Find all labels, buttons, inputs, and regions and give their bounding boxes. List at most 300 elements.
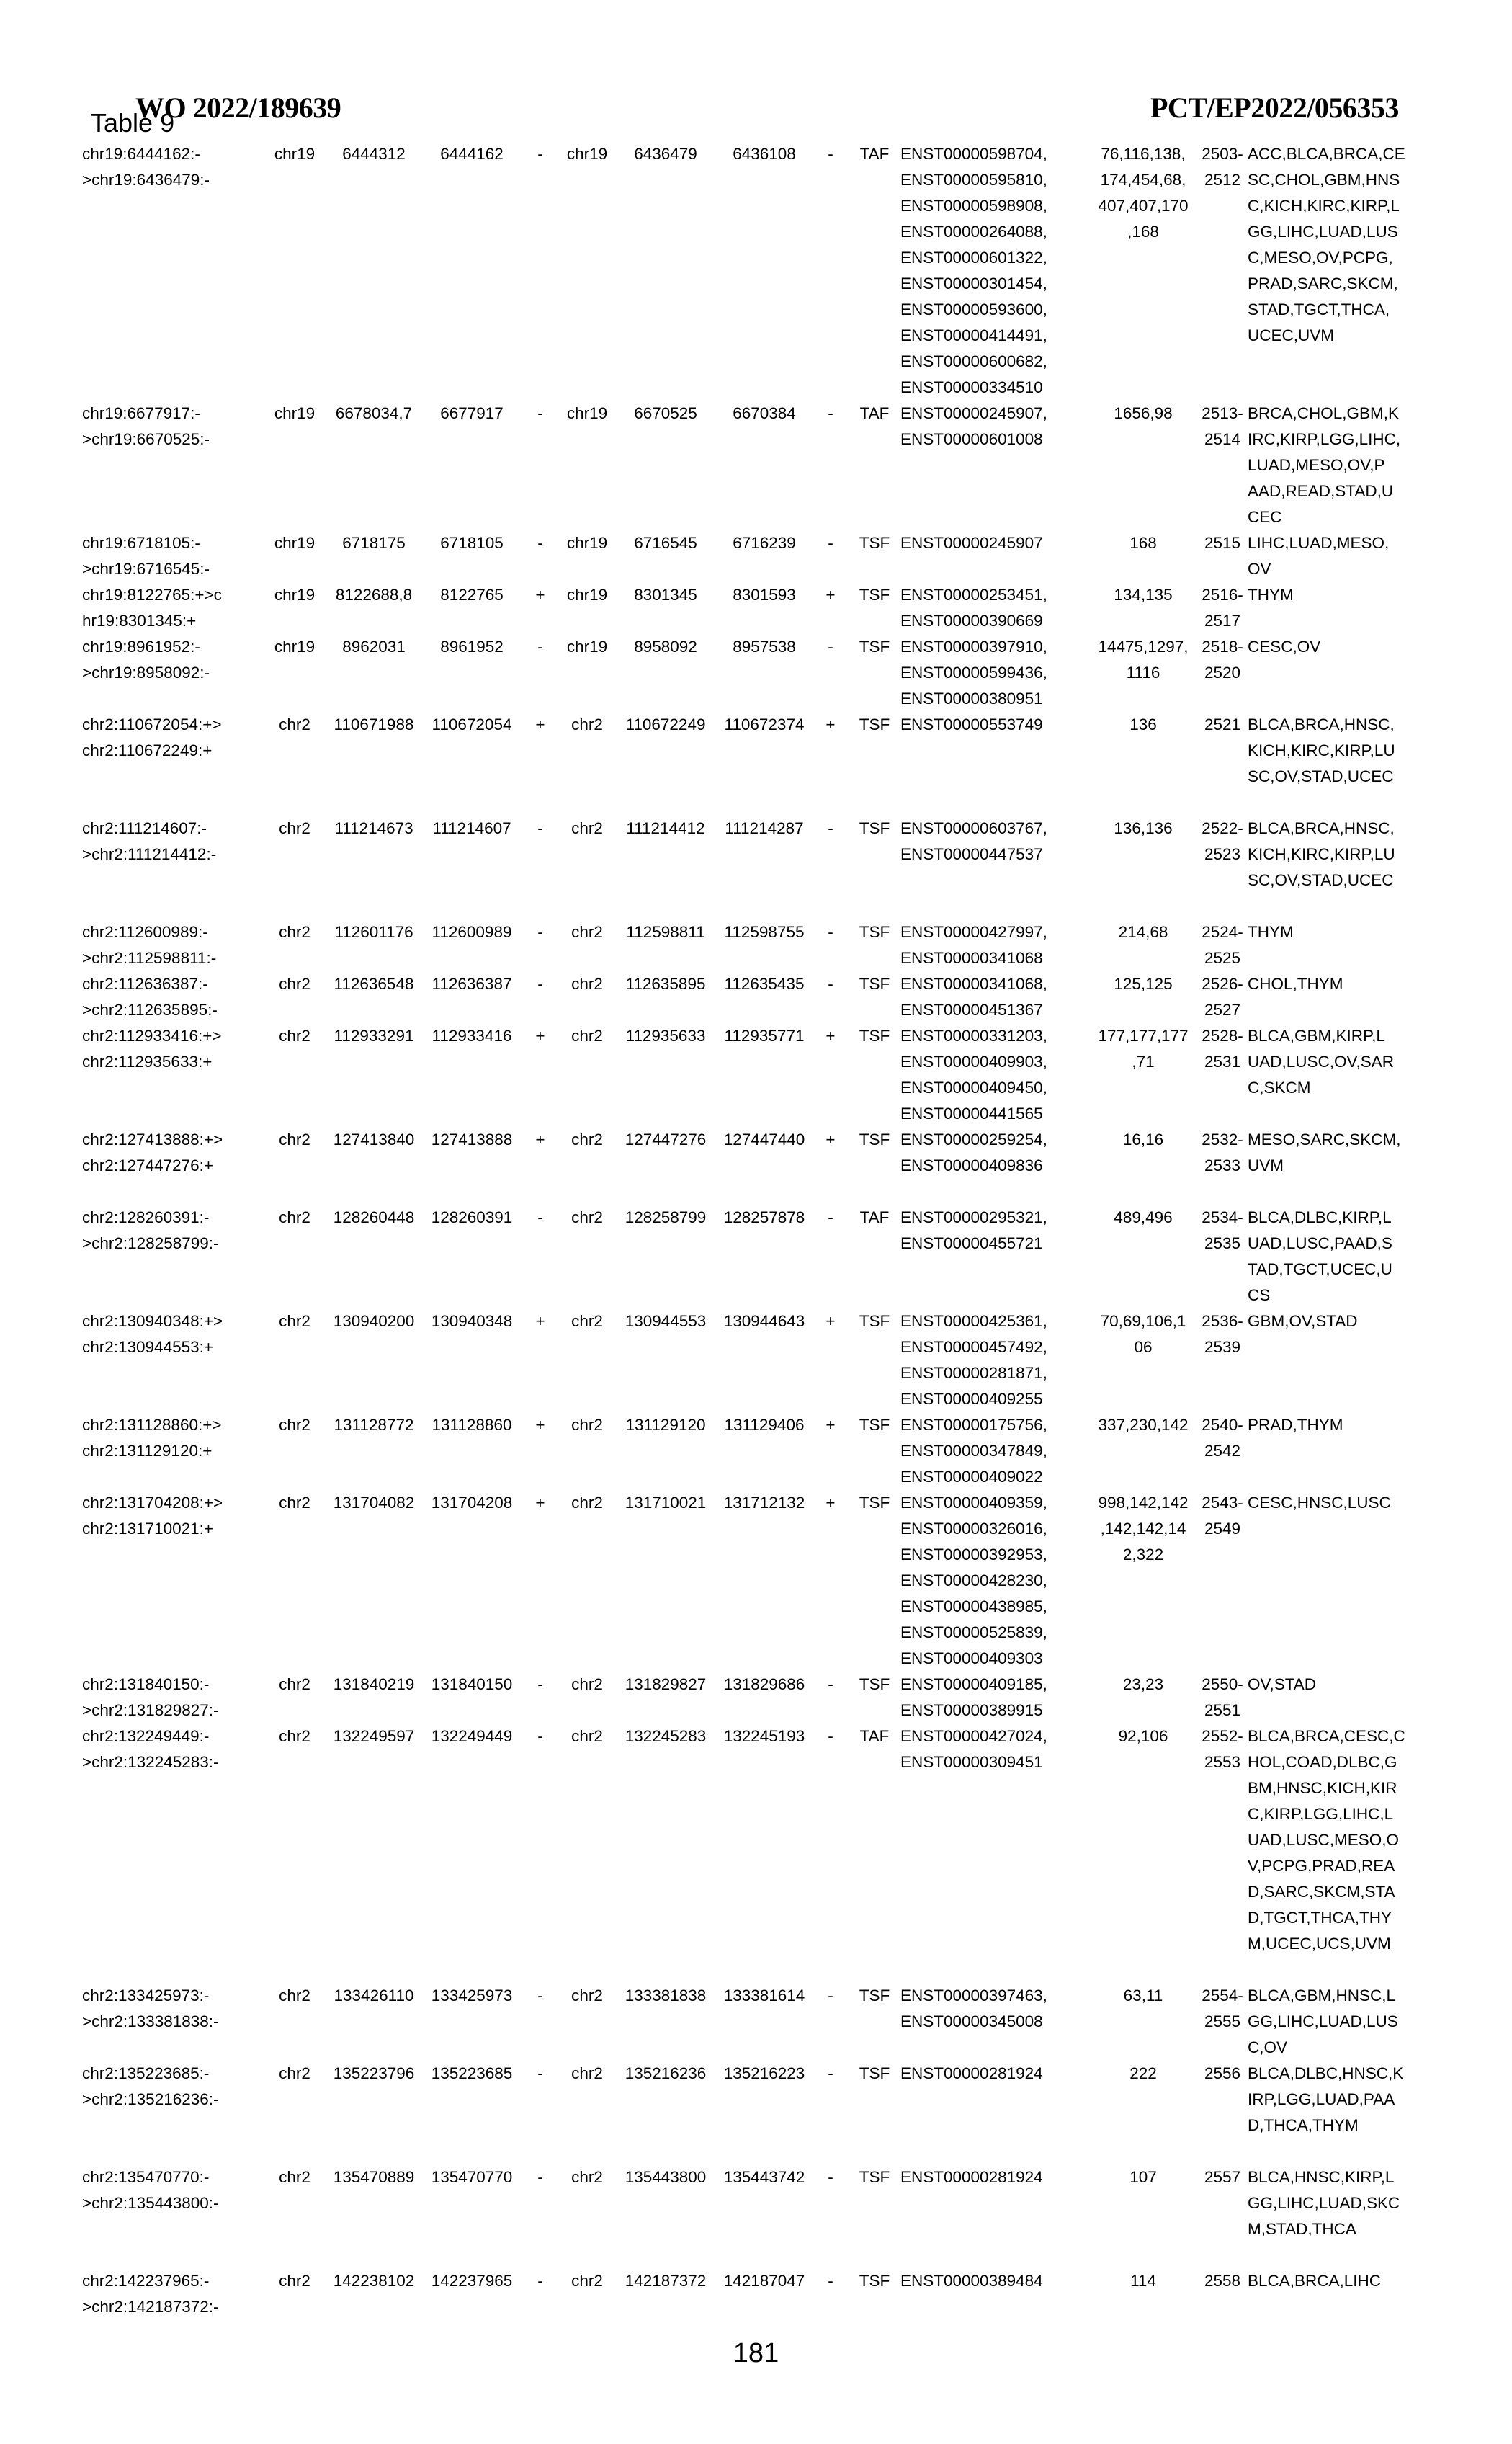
transcripts-cell: ENST00000603767, ENST00000447537 xyxy=(900,819,1047,863)
strand-b-cell: + xyxy=(826,586,836,604)
lengths-cell: 214,68 xyxy=(1118,923,1168,941)
chromosome-b-cell: chr2 xyxy=(571,923,603,941)
chromosome-a-cell: chr2 xyxy=(279,2272,310,2290)
table-row xyxy=(82,401,1413,530)
strand-a-cell: + xyxy=(535,1027,545,1045)
chromosome-b-cell: chr2 xyxy=(571,1312,603,1330)
chromosome-b-cell: chr19 xyxy=(566,145,608,163)
strand-b-cell: - xyxy=(828,534,833,552)
table-label: Table 9 xyxy=(91,108,175,138)
end-a-cell: 128260391 xyxy=(431,1208,513,1226)
seq-id-cell: 2524- 2525 xyxy=(1202,923,1243,967)
chromosome-a-cell: chr2 xyxy=(279,1027,310,1045)
lengths-cell: 63,11 xyxy=(1123,1986,1163,2004)
lengths-cell: 107 xyxy=(1129,2168,1157,2186)
start-a-cell: 132249597 xyxy=(333,1727,415,1745)
start-a-cell: 6718175 xyxy=(342,534,406,552)
start-b-cell: 135216236 xyxy=(625,2064,707,2082)
seq-id-cell: 2536- 2539 xyxy=(1202,1312,1243,1356)
fusion-type-cell: TSF xyxy=(859,534,890,552)
end-a-cell: 130940348 xyxy=(431,1312,513,1330)
chromosome-a-cell: chr2 xyxy=(279,2168,310,2186)
chromosome-b-cell: chr2 xyxy=(571,975,603,993)
chromosome-b-cell: chr19 xyxy=(566,586,608,604)
lengths-cell: 489,496 xyxy=(1114,1208,1173,1226)
seq-id-cell: 2515 xyxy=(1204,534,1241,552)
fusion-type-cell: TSF xyxy=(859,819,890,837)
end-b-cell: 6670384 xyxy=(733,404,796,422)
junction-cell: chr2:132249449:- >chr2:132245283:- xyxy=(82,1727,219,1771)
start-a-cell: 112933291 xyxy=(334,1027,414,1045)
start-a-cell: 131840219 xyxy=(333,1675,415,1693)
start-a-cell: 131128772 xyxy=(334,1416,414,1434)
strand-a-cell: - xyxy=(537,975,543,993)
end-a-cell: 112600989 xyxy=(431,923,512,941)
chromosome-a-cell: chr19 xyxy=(274,534,316,552)
chromosome-b-cell: chr2 xyxy=(571,1675,603,1693)
fusion-type-cell: TSF xyxy=(859,923,890,941)
chromosome-b-cell: chr2 xyxy=(571,2272,603,2290)
end-b-cell: 127447440 xyxy=(723,1130,805,1149)
transcripts-cell: ENST00000175756, ENST00000347849, ENST00000409022 xyxy=(900,1416,1047,1486)
junction-cell: chr2:135470770:- >chr2:135443800:- xyxy=(82,2168,219,2212)
end-b-cell: 142187047 xyxy=(723,2272,805,2290)
start-b-cell: 8958092 xyxy=(634,638,697,656)
chromosome-b-cell: chr2 xyxy=(571,1494,603,1512)
table-row xyxy=(82,1023,1413,1127)
chromosome-a-cell: chr2 xyxy=(279,819,310,837)
end-a-cell: 127413888 xyxy=(431,1130,513,1149)
start-a-cell: 112601176 xyxy=(334,923,413,941)
chromosome-a-cell: chr2 xyxy=(279,975,310,993)
transcripts-cell: ENST00000409185, ENST00000389915 xyxy=(900,1675,1047,1719)
chromosome-b-cell: chr2 xyxy=(571,1727,603,1745)
strand-b-cell: - xyxy=(828,1727,833,1745)
end-a-cell: 131840150 xyxy=(431,1675,513,1693)
end-a-cell: 132249449 xyxy=(431,1727,513,1745)
junction-cell: chr19:8122765:+>c hr19:8301345:+ xyxy=(82,586,222,630)
strand-b-cell: - xyxy=(828,1675,833,1693)
table-body xyxy=(82,141,1413,2320)
chromosome-b-cell: chr19 xyxy=(566,534,608,552)
transcripts-cell: ENST00000598704, ENST00000595810, ENST00000598908, ENST00000264088, ENST00000601322, ENST00000301454, ENST00000593600, ENST00000414491, ENST00000600682, ENST00000334510 xyxy=(900,145,1047,396)
junction-cell: chr2:128260391:- >chr2:128258799:- xyxy=(82,1208,219,1252)
end-a-cell: 6444162 xyxy=(440,145,504,163)
fusion-type-cell: TSF xyxy=(859,1130,890,1149)
chromosome-a-cell: chr2 xyxy=(279,1675,310,1693)
lengths-cell: 222 xyxy=(1129,2064,1157,2082)
start-b-cell: 132245283 xyxy=(625,1727,707,1745)
fusion-type-cell: TAF xyxy=(859,1727,890,1745)
cancer-types-cell: THYM xyxy=(1248,923,1294,941)
strand-a-cell: - xyxy=(537,1727,543,1745)
end-a-cell: 112933416 xyxy=(431,1027,512,1045)
end-a-cell: 142237965 xyxy=(431,2272,513,2290)
transcripts-cell: ENST00000331203, ENST00000409903, ENST00000409450, ENST00000441565 xyxy=(900,1027,1047,1123)
transcripts-cell: ENST00000259254, ENST00000409836 xyxy=(900,1130,1047,1174)
table-row xyxy=(82,919,1413,971)
strand-a-cell: - xyxy=(537,923,543,941)
transcripts-cell: ENST00000295321, ENST00000455721 xyxy=(900,1208,1047,1252)
strand-a-cell: - xyxy=(537,404,543,422)
cancer-types-cell: BLCA,BRCA,CESC,C HOL,COAD,DLBC,G BM,HNSC,KICH,KIR C,KIRP,LGG,LIHC,L UAD,LUSC,MESO,O V,PCPG,PRAD,REA D,SARC,SKCM,STA D,TGCT,THCA,THY M,UCEC,UCS,UVM xyxy=(1248,1727,1405,1953)
publication-number: WO 2022/189639 xyxy=(135,92,341,124)
lengths-cell: 136 xyxy=(1129,715,1157,733)
table-row xyxy=(82,1490,1413,1672)
transcripts-cell: ENST00000425361, ENST00000457492, ENST00000281871, ENST00000409255 xyxy=(900,1312,1047,1408)
table-row xyxy=(82,2164,1413,2268)
transcripts-cell: ENST00000389484 xyxy=(900,2272,1043,2290)
cancer-types-cell: BLCA,BRCA,HNSC, KICH,KIRC,KIRP,LU SC,OV,STAD,UCEC xyxy=(1248,715,1395,785)
table-row xyxy=(82,634,1413,712)
start-a-cell: 6678034,7 xyxy=(335,404,413,422)
fusion-type-cell: TSF xyxy=(859,1494,890,1512)
chromosome-a-cell: chr19 xyxy=(274,145,316,163)
end-a-cell: 135223685 xyxy=(431,2064,513,2082)
seq-id-cell: 2543- 2549 xyxy=(1202,1494,1243,1538)
fusion-type-cell: TSF xyxy=(859,1986,890,2004)
start-b-cell: 131829827 xyxy=(625,1675,707,1693)
end-b-cell: 131829686 xyxy=(723,1675,805,1693)
strand-b-cell: + xyxy=(826,1130,836,1149)
chromosome-a-cell: chr2 xyxy=(279,1494,310,1512)
strand-b-cell: - xyxy=(828,638,833,656)
strand-b-cell: - xyxy=(828,923,833,941)
transcripts-cell: ENST00000281924 xyxy=(900,2168,1043,2186)
start-b-cell: 131129120 xyxy=(625,1416,706,1434)
chromosome-b-cell: chr2 xyxy=(571,1208,603,1226)
start-a-cell: 131704082 xyxy=(333,1494,415,1512)
lengths-cell: 70,69,106,1 06 xyxy=(1100,1312,1186,1356)
start-a-cell: 130940200 xyxy=(333,1312,415,1330)
strand-b-cell: + xyxy=(826,1312,836,1330)
start-b-cell: 6670525 xyxy=(634,404,697,422)
seq-id-cell: 2534- 2535 xyxy=(1202,1208,1243,1252)
transcripts-cell: ENST00000409359, ENST00000326016, ENST00000392953, ENST00000428230, ENST00000438985, ENST00000525839, ENST00000409303 xyxy=(900,1494,1047,1667)
chromosome-b-cell: chr2 xyxy=(571,2168,603,2186)
lengths-cell: 134,135 xyxy=(1114,586,1173,604)
seq-id-cell: 2522- 2523 xyxy=(1202,819,1243,863)
fusion-type-cell: TSF xyxy=(859,715,890,733)
chromosome-b-cell: chr2 xyxy=(571,1027,603,1045)
cancer-types-cell: BLCA,DLBC,KIRP,L UAD,LUSC,PAAD,S TAD,TGCT,UCEC,U CS xyxy=(1248,1208,1392,1304)
transcripts-cell: ENST00000245907, ENST00000601008 xyxy=(900,404,1047,448)
chromosome-a-cell: chr2 xyxy=(279,1727,310,1745)
fusion-type-cell: TSF xyxy=(859,2064,890,2082)
table-row xyxy=(82,1412,1413,1490)
fusion-type-cell: TSF xyxy=(859,1675,890,1693)
chromosome-b-cell: chr2 xyxy=(571,1416,603,1434)
strand-b-cell: - xyxy=(828,1986,833,2004)
table-row xyxy=(82,1672,1413,1723)
strand-a-cell: - xyxy=(537,2168,543,2186)
end-a-cell: 8122765 xyxy=(440,586,504,604)
strand-b-cell: + xyxy=(826,1416,836,1434)
cancer-types-cell: BLCA,BRCA,HNSC, KICH,KIRC,KIRP,LU SC,OV,STAD,UCEC xyxy=(1248,819,1395,889)
chromosome-a-cell: chr2 xyxy=(279,1986,310,2004)
strand-a-cell: - xyxy=(537,1675,543,1693)
chromosome-a-cell: chr2 xyxy=(279,715,310,733)
strand-b-cell: - xyxy=(828,975,833,993)
cancer-types-cell: BLCA,GBM,KIRP,L UAD,LUSC,OV,SAR C,SKCM xyxy=(1248,1027,1394,1097)
strand-a-cell: - xyxy=(537,145,543,163)
chromosome-a-cell: chr19 xyxy=(274,586,316,604)
start-a-cell: 8962031 xyxy=(342,638,406,656)
start-a-cell: 135223796 xyxy=(333,2064,415,2082)
start-a-cell: 127413840 xyxy=(333,1130,415,1149)
junction-cell: chr2:131840150:- >chr2:131829827:- xyxy=(82,1675,219,1719)
strand-a-cell: - xyxy=(537,1986,543,2004)
strand-b-cell: - xyxy=(828,2168,833,2186)
strand-b-cell: - xyxy=(828,819,833,837)
cancer-types-cell: BLCA,HNSC,KIRP,L GG,LIHC,LUAD,SKC M,STAD,THCA xyxy=(1248,2168,1400,2238)
start-a-cell: 142238102 xyxy=(333,2272,415,2290)
cancer-types-cell: OV,STAD xyxy=(1248,1675,1317,1693)
start-b-cell: 112635895 xyxy=(625,975,706,993)
end-b-cell: 131129406 xyxy=(724,1416,805,1434)
start-b-cell: 133381838 xyxy=(625,1986,707,2004)
seq-id-cell: 2528- 2531 xyxy=(1202,1027,1243,1071)
junction-cell: chr2:131128860:+> chr2:131129120:+ xyxy=(82,1416,222,1460)
start-a-cell: 6444312 xyxy=(342,145,406,163)
table-row xyxy=(82,712,1413,816)
seq-id-cell: 2521 xyxy=(1204,715,1241,733)
seq-id-cell: 2558 xyxy=(1204,2272,1241,2290)
lengths-cell: 168 xyxy=(1129,534,1157,552)
chromosome-b-cell: chr2 xyxy=(571,715,603,733)
chromosome-a-cell: chr2 xyxy=(279,1312,310,1330)
page-number: 181 xyxy=(733,2338,779,2368)
end-a-cell: 131704208 xyxy=(431,1494,513,1512)
table-row xyxy=(82,1308,1413,1412)
application-number: PCT/EP2022/056353 xyxy=(1150,92,1399,124)
chromosome-b-cell: chr2 xyxy=(571,819,603,837)
fusion-type-cell: TSF xyxy=(859,586,890,604)
end-a-cell: 131128860 xyxy=(431,1416,512,1434)
strand-a-cell: + xyxy=(535,1130,545,1149)
end-b-cell: 110672374 xyxy=(724,715,805,733)
lengths-cell: 337,230,142 xyxy=(1098,1416,1189,1434)
cancer-types-cell: CESC,HNSC,LUSC xyxy=(1248,1494,1391,1512)
end-b-cell: 135216223 xyxy=(723,2064,805,2082)
end-b-cell: 128257878 xyxy=(723,1208,805,1226)
transcripts-cell: ENST00000281924 xyxy=(900,2064,1043,2082)
cancer-types-cell: BRCA,CHOL,GBM,K IRC,KIRP,LGG,LIHC, LUAD,MESO,OV,P AAD,READ,STAD,U CEC xyxy=(1248,404,1401,526)
start-a-cell: 112636548 xyxy=(334,975,414,993)
junction-cell: chr19:6677917:- >chr19:6670525:- xyxy=(82,404,210,448)
fusion-type-cell: TSF xyxy=(859,2272,890,2290)
junction-cell: chr2:112600989:- >chr2:112598811:- xyxy=(82,923,217,967)
seq-id-cell: 2526- 2527 xyxy=(1202,975,1243,1019)
chromosome-b-cell: chr19 xyxy=(566,404,608,422)
chromosome-a-cell: chr2 xyxy=(279,1416,310,1434)
chromosome-b-cell: chr2 xyxy=(571,1986,603,2004)
fusion-type-cell: TSF xyxy=(859,1416,890,1434)
junction-cell: chr2:110672054:+> chr2:110672249:+ xyxy=(82,715,222,759)
strand-a-cell: - xyxy=(537,534,543,552)
seq-id-cell: 2550- 2551 xyxy=(1202,1675,1243,1719)
start-a-cell: 111214673 xyxy=(334,819,413,837)
end-a-cell: 112636387 xyxy=(431,975,512,993)
table-row xyxy=(82,971,1413,1023)
lengths-cell: 23,23 xyxy=(1122,1675,1164,1693)
table-row xyxy=(82,2268,1413,2320)
cancer-types-cell: CESC,OV xyxy=(1248,638,1321,656)
cancer-types-cell: CHOL,THYM xyxy=(1248,975,1343,993)
start-b-cell: 131710021 xyxy=(625,1494,707,1512)
start-a-cell: 128260448 xyxy=(333,1208,415,1226)
seq-id-cell: 2532- 2533 xyxy=(1202,1130,1243,1174)
junction-cell: chr2:111214607:- >chr2:111214412:- xyxy=(82,819,217,863)
fusion-type-cell: TSF xyxy=(859,1027,890,1045)
end-b-cell: 111214287 xyxy=(725,819,804,837)
lengths-cell: 136,136 xyxy=(1114,819,1173,837)
strand-b-cell: + xyxy=(826,1494,836,1512)
table-row xyxy=(82,1205,1413,1308)
seq-id-cell: 2556 xyxy=(1204,2064,1241,2082)
seq-id-cell: 2518- 2520 xyxy=(1202,638,1243,682)
end-a-cell: 6718105 xyxy=(440,534,504,552)
fusion-type-cell: TSF xyxy=(859,975,890,993)
end-a-cell: 133425973 xyxy=(431,1986,513,2004)
cancer-types-cell: BLCA,DLBC,HNSC,K IRP,LGG,LUAD,PAA D,THCA,THYM xyxy=(1248,2064,1404,2134)
strand-b-cell: + xyxy=(826,1027,836,1045)
table-row xyxy=(82,1983,1413,2061)
start-a-cell: 133426110 xyxy=(334,1986,414,2004)
fusion-type-cell: TSF xyxy=(859,2168,890,2186)
start-a-cell: 110671988 xyxy=(334,715,414,733)
start-b-cell: 128258799 xyxy=(625,1208,707,1226)
table-row xyxy=(82,1723,1413,1983)
chromosome-a-cell: chr2 xyxy=(279,923,310,941)
strand-b-cell: - xyxy=(828,1208,833,1226)
end-b-cell: 112935771 xyxy=(724,1027,805,1045)
chromosome-b-cell: chr2 xyxy=(571,1130,603,1149)
fusion-type-cell: TAF xyxy=(859,404,890,422)
chromosome-b-cell: chr2 xyxy=(571,2064,603,2082)
seq-id-cell: 2554- 2555 xyxy=(1202,1986,1243,2030)
start-b-cell: 127447276 xyxy=(625,1130,707,1149)
end-b-cell: 130944643 xyxy=(723,1312,805,1330)
table-row xyxy=(82,816,1413,919)
end-b-cell: 8957538 xyxy=(733,638,796,656)
end-b-cell: 6436108 xyxy=(733,145,796,163)
table-row xyxy=(82,1127,1413,1205)
chromosome-a-cell: chr2 xyxy=(279,2064,310,2082)
table-row xyxy=(82,2061,1413,2164)
transcripts-cell: ENST00000253451, ENST00000390669 xyxy=(900,586,1047,630)
strand-a-cell: + xyxy=(535,1416,545,1434)
table-row xyxy=(82,530,1413,582)
start-b-cell: 130944553 xyxy=(625,1312,707,1330)
cancer-types-cell: ACC,BLCA,BRCA,CE SC,CHOL,GBM,HNS C,KICH,KIRC,KIRP,L GG,LIHC,LUAD,LUS C,MESO,OV,PCPG, PRAD,SARC,SKCM, STAD,TGCT,THCA, UCEC,UVM xyxy=(1248,145,1405,344)
start-b-cell: 142187372 xyxy=(625,2272,707,2290)
junction-cell: chr2:135223685:- >chr2:135216236:- xyxy=(82,2064,219,2108)
chromosome-a-cell: chr19 xyxy=(274,638,316,656)
junction-cell: chr2:131704208:+> chr2:131710021:+ xyxy=(82,1494,223,1538)
lengths-cell: 125,125 xyxy=(1114,975,1173,993)
fusion-type-cell: TAF xyxy=(859,145,890,163)
strand-a-cell: - xyxy=(537,638,543,656)
end-b-cell: 6716239 xyxy=(733,534,796,552)
start-b-cell: 6436479 xyxy=(634,145,697,163)
cancer-types-cell: LIHC,LUAD,MESO, OV xyxy=(1248,534,1390,578)
junction-cell: chr19:6718105:- >chr19:6716545:- xyxy=(82,534,210,578)
lengths-cell: 1656,98 xyxy=(1114,404,1173,422)
chromosome-a-cell: chr2 xyxy=(279,1130,310,1149)
seq-id-cell: 2557 xyxy=(1204,2168,1241,2186)
strand-a-cell: - xyxy=(537,819,543,837)
junction-cell: chr2:112933416:+> chr2:112935633:+ xyxy=(82,1027,222,1071)
seq-id-cell: 2540- 2542 xyxy=(1202,1416,1243,1460)
fusion-junction-table xyxy=(82,141,1413,2320)
junction-cell: chr19:6444162:- >chr19:6436479:- xyxy=(82,145,210,189)
strand-a-cell: + xyxy=(535,1312,545,1330)
seq-id-cell: 2516- 2517 xyxy=(1202,586,1243,630)
lengths-cell: 76,116,138, 174,454,68, 407,407,170 ,168 xyxy=(1098,145,1189,241)
strand-b-cell: - xyxy=(828,404,833,422)
end-b-cell: 112598755 xyxy=(724,923,805,941)
start-b-cell: 8301345 xyxy=(634,586,697,604)
cancer-types-cell: GBM,OV,STAD xyxy=(1248,1312,1358,1330)
junction-cell: chr2:127413888:+> chr2:127447276:+ xyxy=(82,1130,223,1174)
end-a-cell: 8961952 xyxy=(440,638,504,656)
table-row xyxy=(82,582,1413,634)
end-b-cell: 133381614 xyxy=(723,1986,805,2004)
seq-id-cell: 2552- 2553 xyxy=(1202,1727,1243,1771)
junction-cell: chr2:133425973:- >chr2:133381838:- xyxy=(82,1986,219,2030)
end-b-cell: 131712132 xyxy=(723,1494,805,1512)
start-a-cell: 135470889 xyxy=(333,2168,415,2186)
end-b-cell: 8301593 xyxy=(733,586,796,604)
end-a-cell: 135470770 xyxy=(431,2168,513,2186)
junction-cell: chr2:130940348:+> chr2:130944553:+ xyxy=(82,1312,223,1356)
fusion-type-cell: TSF xyxy=(859,1312,890,1330)
junction-cell: chr2:112636387:- >chr2:112635895:- xyxy=(82,975,218,1019)
transcripts-cell: ENST00000553749 xyxy=(900,715,1043,733)
end-a-cell: 111214607 xyxy=(432,819,511,837)
start-b-cell: 112598811 xyxy=(626,923,705,941)
cancer-types-cell: THYM xyxy=(1248,586,1294,604)
junction-cell: chr2:142237965:- >chr2:142187372:- xyxy=(82,2272,219,2316)
lengths-cell: 998,142,142 ,142,142,14 2,322 xyxy=(1098,1494,1189,1564)
cancer-types-cell: MESO,SARC,SKCM, UVM xyxy=(1248,1130,1401,1174)
end-b-cell: 112635435 xyxy=(724,975,805,993)
seq-id-cell: 2503- 2512 xyxy=(1202,145,1243,189)
lengths-cell: 14475,1297, 1116 xyxy=(1098,638,1189,682)
cancer-types-cell: BLCA,BRCA,LIHC xyxy=(1248,2272,1382,2290)
strand-a-cell: - xyxy=(537,1208,543,1226)
start-b-cell: 111214412 xyxy=(626,819,705,837)
cancer-types-cell: PRAD,THYM xyxy=(1248,1416,1343,1434)
strand-b-cell: - xyxy=(828,145,833,163)
transcripts-cell: ENST00000397463, ENST00000345008 xyxy=(900,1986,1047,2030)
strand-b-cell: + xyxy=(826,715,836,733)
transcripts-cell: ENST00000397910, ENST00000599436, ENST00000380951 xyxy=(900,638,1047,708)
start-b-cell: 112935633 xyxy=(625,1027,706,1045)
lengths-cell: 114 xyxy=(1130,2272,1156,2290)
start-b-cell: 110672249 xyxy=(625,715,706,733)
start-b-cell: 6716545 xyxy=(634,534,697,552)
end-b-cell: 135443742 xyxy=(723,2168,805,2186)
strand-a-cell: + xyxy=(535,715,545,733)
strand-b-cell: - xyxy=(828,2064,833,2082)
start-b-cell: 135443800 xyxy=(625,2168,707,2186)
strand-a-cell: - xyxy=(537,2064,543,2082)
strand-a-cell: - xyxy=(537,2272,543,2290)
end-a-cell: 6677917 xyxy=(440,404,504,422)
strand-b-cell: - xyxy=(828,2272,833,2290)
